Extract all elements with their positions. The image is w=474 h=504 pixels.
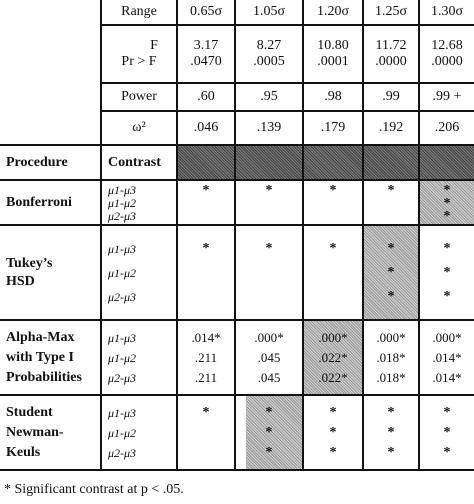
value-entry: .211 xyxy=(194,369,218,385)
prf-value: .0001 xyxy=(317,54,349,69)
value-cell xyxy=(420,396,474,469)
f-cell-5 xyxy=(420,26,474,82)
value-entry: * xyxy=(202,404,210,420)
omega-1: .046 xyxy=(193,120,219,135)
f-cell-4 xyxy=(364,26,418,82)
value-entry: * xyxy=(265,182,273,198)
procedure-header: Procedure xyxy=(6,154,68,170)
value-entry: * xyxy=(443,208,451,224)
value-cell xyxy=(304,396,362,469)
range-5: 1.30σ xyxy=(430,4,464,19)
value-entry: .022* xyxy=(318,369,348,385)
value-entry: .022* xyxy=(318,349,348,365)
value-entry: * xyxy=(265,424,273,440)
value-entry: * xyxy=(202,182,210,198)
value-entry: * xyxy=(443,424,451,440)
value-cell xyxy=(364,321,418,394)
value-entry: .014* xyxy=(432,349,462,365)
value-entry: .045 xyxy=(257,369,281,385)
value-entry: .018* xyxy=(376,349,406,365)
value-entry: * xyxy=(387,240,395,256)
power-label: Power xyxy=(121,89,157,104)
value-entry: * xyxy=(329,182,337,198)
procedure-name-bonferroni: Bonferroni xyxy=(6,194,72,210)
f-cell-1 xyxy=(178,26,234,82)
power-3: .98 xyxy=(324,89,342,104)
contrast-labels-bonferroni: μ1-μ3 μ1-μ2 μ2-μ3 xyxy=(108,182,137,223)
value-cell xyxy=(236,321,302,394)
value-cell xyxy=(364,226,418,319)
value-entry: .045 xyxy=(257,349,281,365)
value-entry: * xyxy=(265,444,273,460)
prf-value: .0470 xyxy=(190,54,222,69)
value-entry: * xyxy=(443,182,451,198)
value-cell xyxy=(304,321,362,394)
value-cell xyxy=(178,183,234,223)
power-5: .99 + xyxy=(432,89,462,104)
power-4: .99 xyxy=(382,89,400,104)
value-entry: .000* xyxy=(254,329,284,345)
value-cell xyxy=(420,183,474,223)
range-label: Range xyxy=(121,4,157,19)
f-value: 12.68 xyxy=(431,38,463,53)
value-entry: * xyxy=(443,288,451,304)
range-4: 1.25σ xyxy=(374,4,408,19)
f-cell-2 xyxy=(236,26,302,82)
omega-5: .206 xyxy=(434,120,460,135)
omega-label: ω² xyxy=(132,120,146,135)
procedure-name-snk: Student Newman-Keuls xyxy=(6,404,64,460)
value-entry: * xyxy=(202,240,210,256)
contrast-labels-alphamax: μ1-μ3 μ1-μ2 μ2-μ3 xyxy=(108,330,137,385)
power-2: .95 xyxy=(260,89,278,104)
f-label-cell xyxy=(102,26,176,82)
contrast-header-shading xyxy=(176,146,474,179)
value-cell xyxy=(364,396,418,469)
value-cell xyxy=(304,226,362,319)
value-entry: * xyxy=(443,444,451,460)
procedure-name-alphamax: Alpha-Max with Type I Probabilities xyxy=(6,329,82,385)
f-value: 10.80 xyxy=(317,38,349,53)
value-entry: * xyxy=(329,444,337,460)
value-cell xyxy=(236,396,302,469)
value-entry: .018* xyxy=(376,369,406,385)
contrast-header: Contrast xyxy=(108,154,161,170)
value-entry: * xyxy=(387,264,395,280)
value-entry: * xyxy=(387,288,395,304)
value-entry: .000* xyxy=(376,329,406,345)
value-entry: * xyxy=(265,404,273,420)
value-entry: * xyxy=(443,264,451,280)
value-entry: * xyxy=(387,424,395,440)
value-cell xyxy=(420,226,474,319)
power-1: .60 xyxy=(197,89,215,104)
value-entry: * xyxy=(443,404,451,420)
value-entry: .000* xyxy=(432,329,462,345)
value-cell xyxy=(178,321,234,394)
range-1: 0.65σ xyxy=(189,4,223,19)
f-value: 11.72 xyxy=(375,38,407,53)
prf-value: .0005 xyxy=(253,54,285,69)
value-entry: * xyxy=(329,424,337,440)
value-entry: * xyxy=(329,240,337,256)
prf-label: Pr > F xyxy=(121,54,157,69)
value-entry: .014* xyxy=(432,369,462,385)
f-cell-3 xyxy=(304,26,362,82)
omega-2: .139 xyxy=(256,120,282,135)
value-entry: * xyxy=(265,240,273,256)
f-value: 3.17 xyxy=(193,38,219,53)
value-cell xyxy=(236,226,302,319)
value-cell xyxy=(304,183,362,223)
value-entry: * xyxy=(387,182,395,198)
value-entry: .014* xyxy=(191,329,221,345)
value-cell xyxy=(420,321,474,394)
omega-4: .192 xyxy=(378,120,404,135)
f-value: 8.27 xyxy=(256,38,282,53)
value-entry: * xyxy=(443,240,451,256)
omega-3: .179 xyxy=(320,120,346,135)
contrast-labels-tukey: μ1-μ3 μ1-μ2 μ2-μ3 xyxy=(108,241,137,304)
value-cell xyxy=(236,183,302,223)
prf-value: .0000 xyxy=(431,54,463,69)
value-entry: .211 xyxy=(194,349,218,365)
value-cell xyxy=(364,183,418,223)
range-2: 1.05σ xyxy=(252,4,286,19)
range-3: 1.20σ xyxy=(316,4,350,19)
value-cell xyxy=(178,226,234,319)
value-entry: * xyxy=(387,444,395,460)
value-entry: * xyxy=(329,404,337,420)
f-label: F xyxy=(150,38,158,53)
footnote: * Significant contrast at p < .05. xyxy=(4,482,184,497)
procedure-name-tukey: Tukey’s HSD xyxy=(6,255,53,289)
value-cell xyxy=(178,396,234,469)
prf-value: .0000 xyxy=(375,54,407,69)
value-entry: * xyxy=(387,404,395,420)
value-entry: * xyxy=(443,195,451,211)
value-entry: .000* xyxy=(318,329,348,345)
contrast-labels-snk: μ1-μ3 μ1-μ2 μ2-μ3 xyxy=(108,405,137,460)
